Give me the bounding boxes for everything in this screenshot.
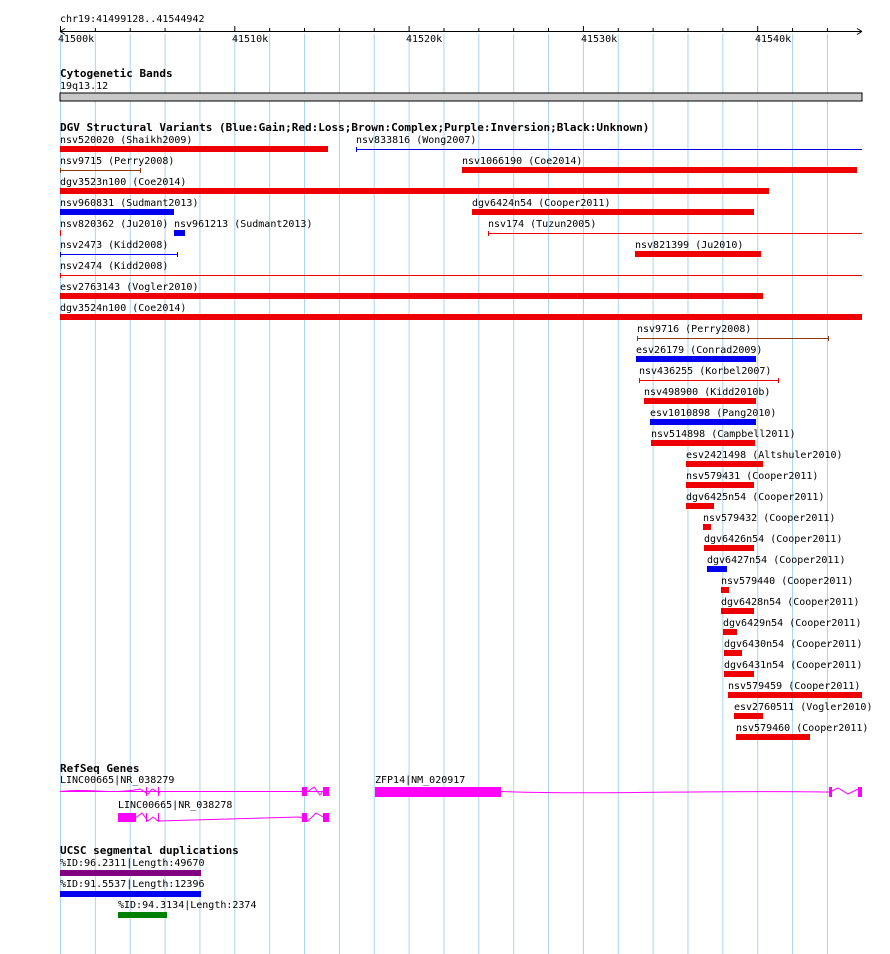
- dgv-variant-label[interactable]: nsv579460 (Cooper2011): [736, 723, 869, 734]
- cytoband-bar[interactable]: [60, 93, 862, 101]
- dgv-variant-label[interactable]: nsv579459 (Cooper2011): [728, 681, 861, 692]
- cytoband-track-title: Cytogenetic Bands: [60, 67, 173, 80]
- segdup-bar[interactable]: [60, 891, 201, 897]
- gene-exon[interactable]: [829, 787, 832, 797]
- gene-exon[interactable]: [118, 813, 136, 822]
- gene-exon[interactable]: [158, 787, 159, 796]
- ruler-tick-label: 41510k: [232, 34, 269, 45]
- gene-exon[interactable]: [323, 813, 329, 822]
- ruler-tick-label: 41520k: [406, 34, 443, 45]
- gene-intron-line: [118, 813, 323, 821]
- gene-label[interactable]: LINC00665|NR_038279: [60, 775, 175, 786]
- dgv-variant-label[interactable]: esv26179 (Conrad2009): [636, 345, 763, 356]
- dgv-variant-label[interactable]: dgv6424n54 (Cooper2011): [472, 198, 611, 209]
- dgv-variant-label[interactable]: nsv2473 (Kidd2008): [60, 240, 169, 251]
- segdup-label[interactable]: %ID:91.5537|Length:12396: [60, 879, 205, 890]
- segdup-label[interactable]: %ID:96.2311|Length:49670: [60, 858, 205, 869]
- dgv-variant-label[interactable]: dgv6427n54 (Cooper2011): [707, 555, 846, 566]
- segdup-label[interactable]: %ID:94.3134|Length:2374: [118, 900, 257, 911]
- dgv-variant-label[interactable]: nsv579432 (Cooper2011): [703, 513, 836, 524]
- gene-label[interactable]: LINC00665|NR_038278: [118, 800, 233, 811]
- gene-exon[interactable]: [302, 787, 307, 796]
- gene-exon[interactable]: [323, 787, 329, 796]
- dgv-variant-label[interactable]: dgv6426n54 (Cooper2011): [704, 534, 843, 545]
- position-label: chr19:41499128..41544942: [60, 14, 205, 25]
- dgv-variant-label[interactable]: esv1010898 (Pang2010): [650, 408, 777, 419]
- dgv-variant-label[interactable]: dgv6429n54 (Cooper2011): [723, 618, 862, 629]
- dgv-variant-label[interactable]: nsv579431 (Cooper2011): [686, 471, 819, 482]
- ruler-tick-label: 41540k: [755, 34, 792, 45]
- gene-intron-line: [500, 788, 858, 794]
- dgv-variant-label[interactable]: dgv6428n54 (Cooper2011): [721, 597, 860, 608]
- dgv-variant-label[interactable]: nsv436255 (Korbel2007): [639, 366, 772, 377]
- dgv-variant-label[interactable]: nsv833816 (Wong2007): [356, 135, 477, 146]
- gene-label[interactable]: ZFP14|NM_020917: [375, 775, 466, 786]
- dgv-variant-label[interactable]: esv2763143 (Vogler2010): [60, 282, 199, 293]
- dgv-variant-label[interactable]: esv2421498 (Altshuler2010): [686, 450, 843, 461]
- dgv-variant-label[interactable]: nsv961213 (Sudmant2013): [174, 219, 313, 230]
- gene-exon[interactable]: [158, 813, 159, 822]
- gene-exon[interactable]: [858, 787, 862, 797]
- gene-exon[interactable]: [302, 813, 307, 822]
- dgv-variant-label[interactable]: nsv1066190 (Coe2014): [462, 156, 583, 167]
- dgv-variant-label[interactable]: nsv498900 (Kidd2010b): [644, 387, 771, 398]
- dgv-variant-label[interactable]: dgv6425n54 (Cooper2011): [686, 492, 825, 503]
- segdup-track-title: UCSC segmental duplications: [60, 844, 239, 857]
- ruler-tick-label: 41500k: [58, 34, 95, 45]
- dgv-track-title: DGV Structural Variants (Blue:Gain;Red:Loss;Brown:Complex;Purple:Inversion;Black:Unknown): [60, 121, 650, 134]
- dgv-variant-label[interactable]: nsv514898 (Campbell2011): [651, 429, 796, 440]
- dgv-variant-label[interactable]: nsv579440 (Cooper2011): [721, 576, 854, 587]
- cytoband-name: 19q13.12: [60, 81, 109, 92]
- dgv-variant-label[interactable]: nsv9715 (Perry2008): [60, 156, 175, 167]
- ruler-tick-label: 41530k: [581, 34, 618, 45]
- dgv-variant-label[interactable]: dgv3523n100 (Coe2014): [60, 177, 187, 188]
- refseq-track-title: RefSeq Genes: [60, 762, 140, 775]
- dgv-variant-label[interactable]: dgv3524n100 (Coe2014): [60, 303, 187, 314]
- dgv-variant-label[interactable]: nsv820362 (Ju2010): [60, 219, 169, 230]
- dgv-variant-label[interactable]: dgv6431n54 (Cooper2011): [724, 660, 863, 671]
- dgv-variant-label[interactable]: nsv960831 (Sudmant2013): [60, 198, 199, 209]
- gene-exon[interactable]: [146, 787, 147, 796]
- dgv-variant-label[interactable]: nsv9716 (Perry2008): [637, 324, 752, 335]
- dgv-variant-label[interactable]: nsv520020 (Shaikh2009): [60, 135, 193, 146]
- segdup-bar[interactable]: [118, 912, 167, 918]
- segdup-bar[interactable]: [60, 870, 201, 876]
- dgv-variant-label[interactable]: nsv174 (Tuzun2005): [488, 219, 597, 230]
- dgv-variant-label[interactable]: nsv821399 (Ju2010): [635, 240, 744, 251]
- dgv-variant-label[interactable]: nsv2474 (Kidd2008): [60, 261, 169, 272]
- dgv-variant-label[interactable]: dgv6430n54 (Cooper2011): [724, 639, 863, 650]
- gene-exon[interactable]: [146, 813, 147, 822]
- dgv-variant-label[interactable]: esv2760511 (Vogler2010): [734, 702, 873, 713]
- gene-exon[interactable]: [375, 787, 501, 797]
